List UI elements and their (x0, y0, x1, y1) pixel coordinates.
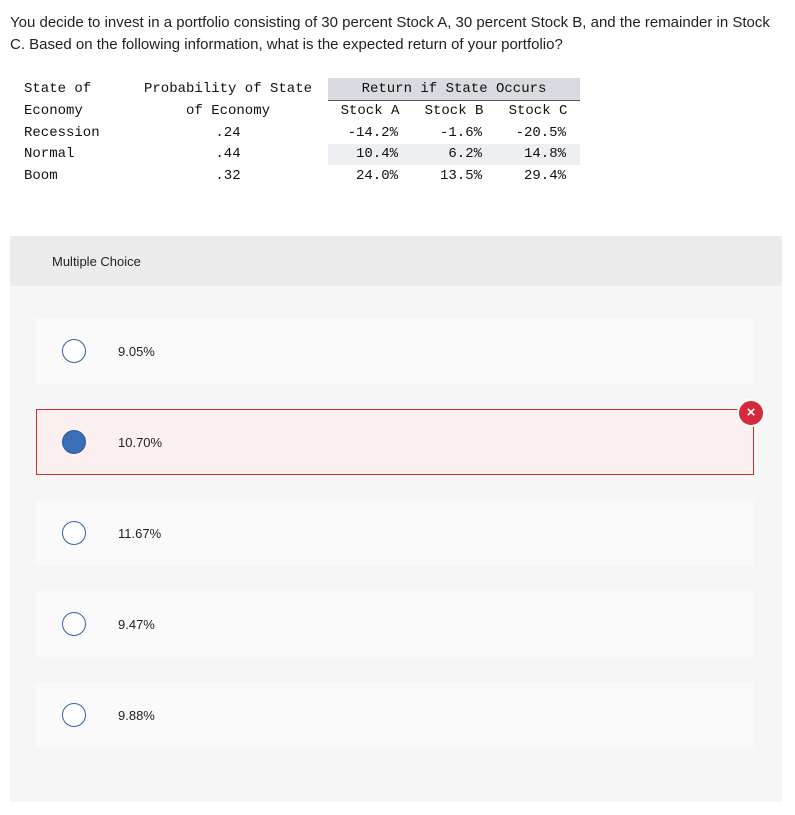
radio-circle-icon[interactable] (62, 339, 86, 363)
header-prob-2: of Economy (185, 103, 270, 119)
state-cell: Boom (24, 167, 58, 184)
header-stock-c: Stock C (508, 103, 568, 120)
answer-option-label: 10.70% (118, 435, 163, 450)
answer-option-selected[interactable] (36, 409, 754, 475)
radio-circle-icon[interactable] (62, 521, 86, 545)
state-return-table (18, 78, 580, 187)
answer-option-label: 9.47% (118, 617, 155, 632)
radio-circle-icon[interactable] (62, 703, 86, 727)
answer-option-label: 11.67% (118, 526, 162, 541)
stock-a-cell: 10.4% (328, 144, 412, 166)
header-state-2: Economy (24, 103, 83, 119)
multiple-choice-panel (10, 236, 782, 802)
answer-option[interactable] (36, 682, 754, 748)
answer-option-label: 9.05% (118, 344, 155, 359)
stock-c-cell: 14.8% (496, 144, 580, 166)
multiple-choice-header (10, 236, 782, 286)
multiple-choice-title: Multiple Choice (52, 254, 141, 269)
stock-b-cell: -1.6% (439, 124, 482, 141)
header-returns: Return if State Occurs (328, 78, 580, 100)
header-stock-a: Stock A (340, 103, 400, 120)
radio-circle-icon[interactable] (62, 430, 86, 454)
header-state-1: State of (24, 81, 92, 97)
header-stock-b: Stock B (424, 103, 484, 120)
state-cell: Recession (24, 124, 100, 141)
x-circle-icon: × (737, 399, 765, 427)
prob-cell: .32 (215, 167, 241, 184)
answer-option[interactable] (36, 500, 754, 566)
stock-a-cell: 24.0% (355, 167, 398, 184)
header-prob-1: Probability of State (143, 81, 313, 97)
stock-c-cell: -20.5% (515, 124, 566, 141)
stock-b-cell: 13.5% (439, 167, 482, 184)
prob-cell: .24 (215, 124, 241, 141)
answer-option-label: 9.88% (118, 708, 155, 723)
table-row (18, 144, 580, 166)
answer-option[interactable] (36, 318, 754, 384)
table-row (18, 122, 580, 144)
stock-a-cell: -14.2% (347, 124, 398, 141)
question-text: You decide to invest in a portfolio consisting of 30 percent Stock A, 30 percent Stock B, and the remainder in Stock C. Based on the following information, what is the expected return of your portfolio? (10, 14, 770, 53)
radio-circle-icon[interactable] (62, 612, 86, 636)
stock-c-cell: 29.4% (523, 167, 566, 184)
state-cell: Normal (24, 146, 75, 163)
stock-b-cell: 6.2% (412, 144, 496, 166)
answer-option[interactable] (36, 591, 754, 657)
prob-cell: .44 (215, 146, 241, 163)
table-row (18, 165, 580, 187)
